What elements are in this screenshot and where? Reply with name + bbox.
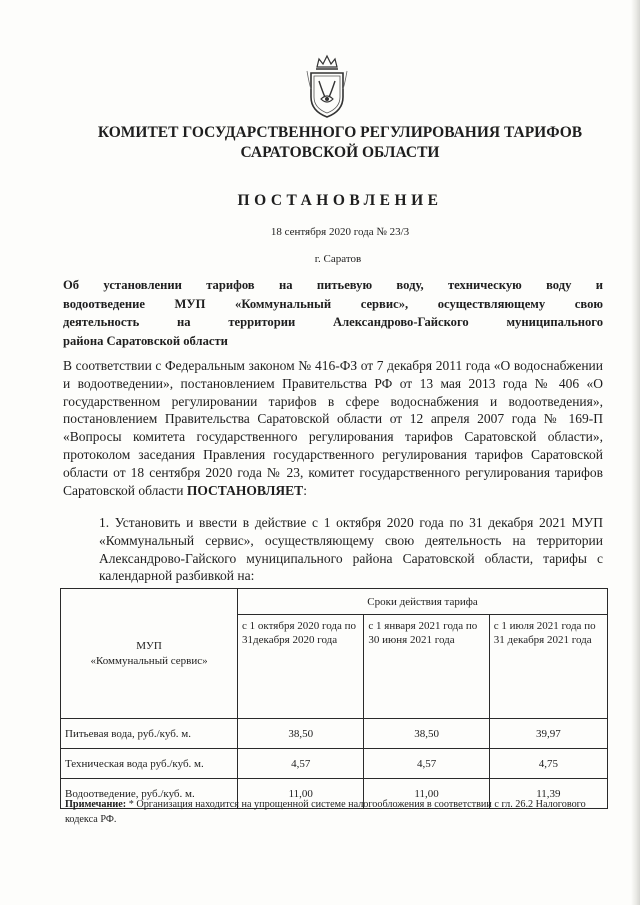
preamble-text: В соответствии с Федеральным законом № 416-ФЗ от 7 декабря 2011 года «О водоснабжении и водоотведении», постановлением Правительства РФ от 13 мая 2013 года № 406 «О государственном регулировании тарифов в сфере водоснабжения и водоотведения», постановлением Правительства Саратовской области от 12 апреля 2007 года № 169-П «Вопросы комитета государственного регулирования тарифов Саратовской области», протоколом заседания Правления государственного регулирования тарифов Саратовской области от 18 сентября 2020 года № 23, комитет государственного регулирования тарифов Саратовской области (63, 358, 603, 498)
value-cell: 38,50 (364, 719, 489, 749)
committee-name (40, 123, 640, 163)
row-name-cell: Техническая вода руб./куб. м. (61, 749, 238, 779)
footnote-label: Примечание: (65, 799, 127, 810)
subject-line: деятельность на территории Александрово-Гайского муниципального (63, 315, 603, 330)
value-cell: 11,39 (489, 779, 607, 809)
subject-line: водоотведение МУП «Коммунальный сервис», осуществляющему свою (63, 296, 603, 311)
row-name-cell: Питьевая вода, руб./куб. м. (61, 719, 238, 749)
subject-line: района Саратовской области (63, 333, 228, 348)
org-name-cell (61, 589, 238, 719)
table-row (61, 749, 608, 779)
coat-of-arms-emblem (303, 53, 351, 119)
value-cell: 11,00 (238, 779, 364, 809)
footnote (65, 797, 610, 827)
table-row (61, 719, 608, 749)
footnote-text: * Организация находится на упрощенной системе налогообложения в соответствии с гл. 26.2 Налогового кодекса РФ. (65, 799, 586, 825)
org-name-line-2: «Коммунальный сервис» (90, 654, 208, 667)
decree-colon: : (303, 482, 307, 498)
clause-1-text: 1. Установить и ввести в действие с 1 октября 2020 года по 31 декабря 2021 МУП «Коммунальный сервис», осуществляющему свою деятельность на территории Александрово-Гайского муниципального района Саратовской области, тарифы с календарной разбивкой на: (99, 515, 603, 584)
tariff-table (60, 588, 608, 809)
preamble-paragraph (63, 357, 603, 499)
period-cell: с 1 октября 2020 года по 31декабря 2020 года (238, 615, 364, 719)
value-cell: 38,50 (238, 719, 364, 749)
decree-word: ПОСТАНОВЛЯЕТ (186, 482, 304, 498)
document-subject (63, 276, 603, 350)
period-header-cell: Сроки действия тарифа (238, 589, 608, 615)
subject-line: Об установлении тарифов на питьевую воду, техническую воду и (63, 278, 603, 292)
committee-line-1: КОМИТЕТ ГОСУДАРСТВЕННОГО РЕГУЛИРОВАНИЯ ТАРИФОВ (97, 124, 583, 141)
value-cell: 11,00 (364, 779, 489, 809)
org-name-line-1: МУП (136, 639, 162, 652)
document-date-number: 18 сентября 2020 года № 23/3 (270, 226, 410, 238)
value-cell: 4,57 (238, 749, 364, 779)
period-cell: с 1 января 2021 года по 30 июня 2021 года (364, 615, 489, 719)
value-cell: 4,75 (489, 749, 607, 779)
row-name-cell: Водоотведение, руб./куб. м. (61, 779, 238, 809)
committee-line-2: САРАТОВСКОЙ ОБЛАСТИ (240, 144, 440, 161)
value-cell: 39,97 (489, 719, 607, 749)
period-cell: с 1 июля 2021 года по 31 декабря 2021 года (489, 615, 607, 719)
table-header-row (61, 589, 608, 615)
document-type-title: ПОСТАНОВЛЕНИЕ (237, 192, 443, 209)
value-cell: 4,57 (364, 749, 489, 779)
document-city: г. Саратов (314, 253, 362, 265)
clause-1 (63, 514, 603, 585)
